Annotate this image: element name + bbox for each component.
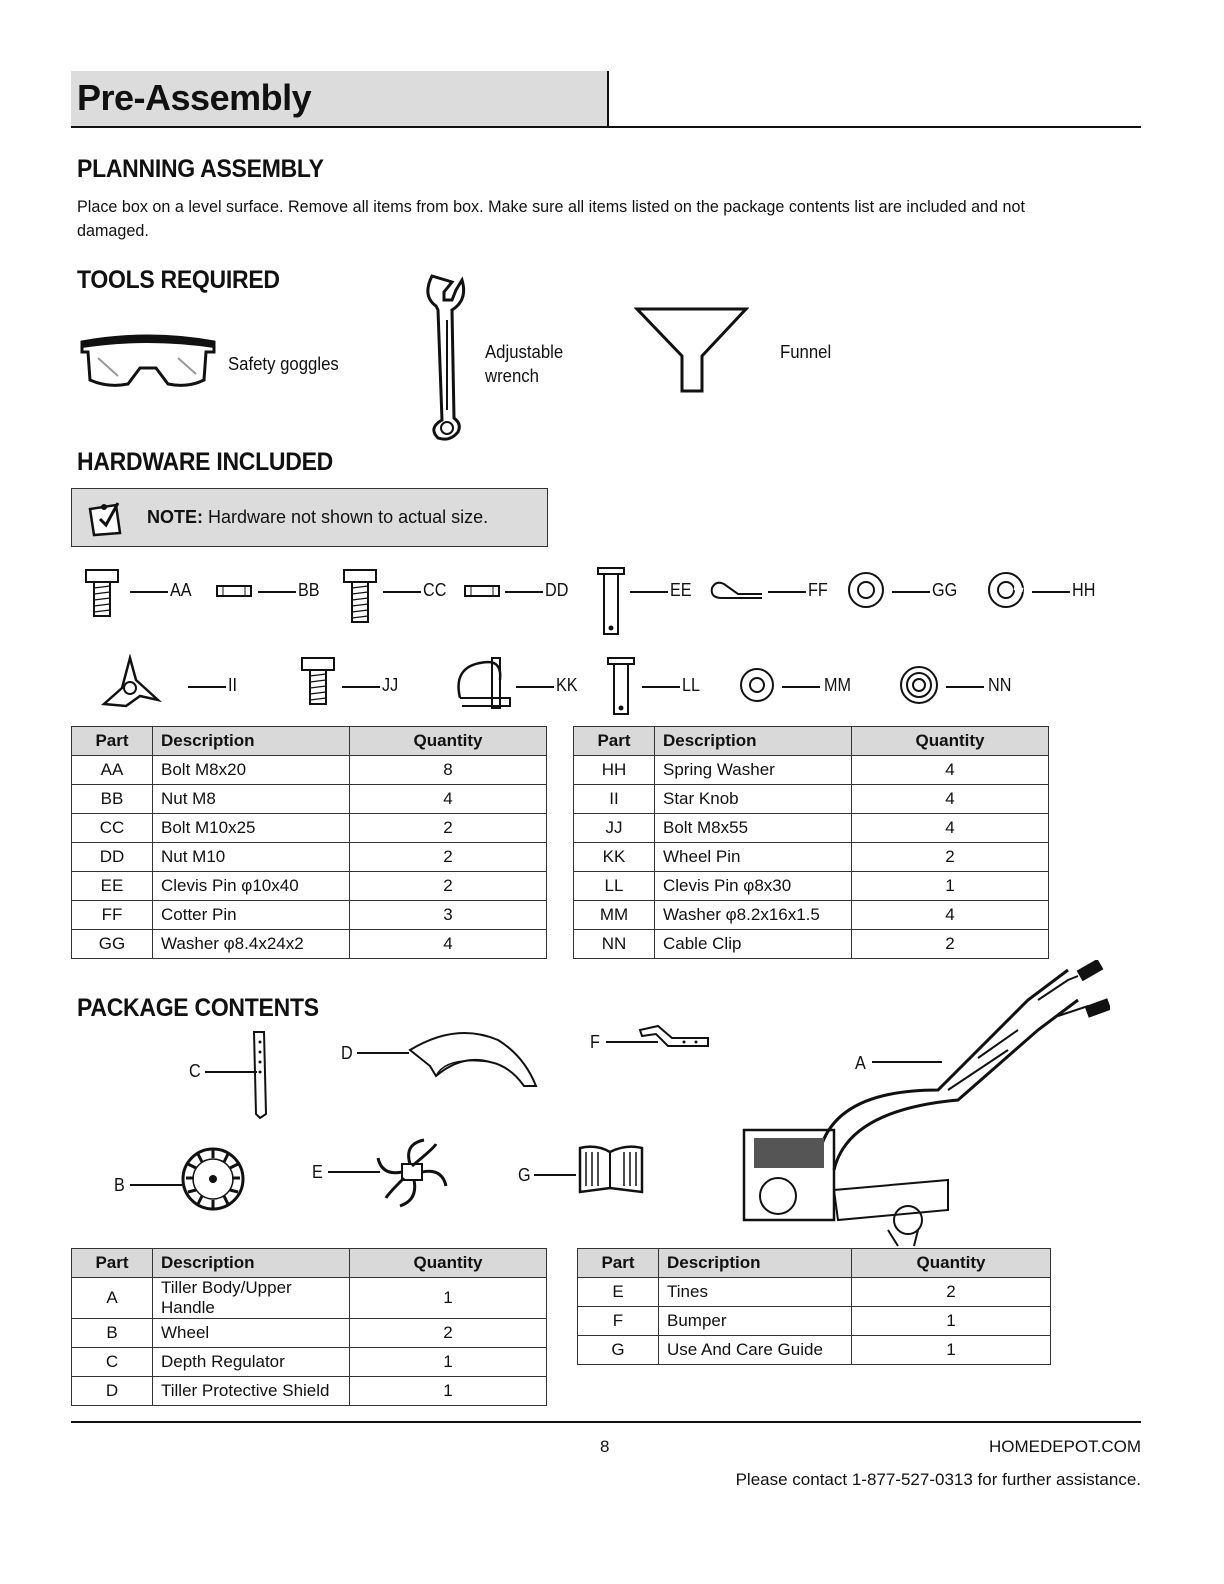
cell-desc: Tiller Protective Shield bbox=[153, 1377, 350, 1406]
cell-desc: Washer φ8.4x24x2 bbox=[153, 930, 350, 959]
label-aa: AA bbox=[170, 580, 192, 600]
cell-qty: 4 bbox=[350, 930, 547, 959]
cell-desc: Wheel Pin bbox=[655, 843, 852, 872]
label-ll: LL bbox=[682, 675, 701, 695]
table-row bbox=[72, 843, 547, 872]
goggles-label: Safety goggles bbox=[228, 354, 339, 374]
leader-line bbox=[383, 591, 421, 593]
leader-line bbox=[505, 591, 543, 593]
cell-qty: 2 bbox=[350, 843, 547, 872]
cell-desc: Tiller Body/Upper Handle bbox=[153, 1278, 350, 1319]
label-d: D bbox=[341, 1043, 353, 1063]
cable-clip-icon bbox=[898, 664, 940, 706]
wrench-label-2: wrench bbox=[485, 366, 539, 386]
cell-qty: 2 bbox=[852, 1278, 1051, 1307]
hardware-note bbox=[71, 488, 548, 547]
col-quantity: Quantity bbox=[350, 1249, 547, 1278]
cell-part: JJ bbox=[574, 814, 655, 843]
leader-line bbox=[188, 686, 226, 688]
cell-qty: 3 bbox=[350, 901, 547, 930]
label-b: B bbox=[114, 1175, 125, 1195]
table-header-row bbox=[72, 1249, 547, 1278]
label-ii: II bbox=[228, 675, 238, 695]
planning-text: Place box on a level surface. Remove all items from box. Make sure all items listed on the package contents list are included and not damaged. bbox=[77, 197, 1025, 240]
cell-part: CC bbox=[72, 814, 153, 843]
cell-qty: 2 bbox=[852, 930, 1049, 959]
col-part: Part bbox=[72, 1249, 153, 1278]
table-row bbox=[574, 785, 1049, 814]
leader-line bbox=[516, 686, 554, 688]
label-c: C bbox=[189, 1061, 201, 1081]
cell-qty: 1 bbox=[350, 1377, 547, 1406]
footer-divider bbox=[71, 1421, 1141, 1423]
cell-part: FF bbox=[72, 901, 153, 930]
wrench-label-1: Adjustable bbox=[485, 342, 564, 362]
use-and-care-guide-icon bbox=[576, 1142, 646, 1196]
cell-part: A bbox=[72, 1278, 153, 1319]
leader-line bbox=[892, 591, 930, 593]
table-row bbox=[72, 872, 547, 901]
leader-line bbox=[782, 686, 820, 688]
col-description: Description bbox=[153, 727, 350, 756]
cell-desc: Clevis Pin φ10x40 bbox=[153, 872, 350, 901]
bolt-m10x25-icon bbox=[340, 568, 380, 626]
leader-line bbox=[258, 591, 296, 593]
hardware-table-right bbox=[573, 726, 1049, 959]
table-row bbox=[72, 1377, 547, 1406]
label-cc: CC bbox=[423, 580, 447, 600]
cell-qty: 1 bbox=[852, 1336, 1051, 1365]
washer-small-icon bbox=[738, 666, 776, 704]
cell-part: C bbox=[72, 1348, 153, 1377]
hardware-heading: HARDWARE INCLUDED bbox=[77, 448, 333, 476]
cell-part: II bbox=[574, 785, 655, 814]
leader-line bbox=[130, 1184, 182, 1186]
label-a: A bbox=[855, 1053, 866, 1073]
cell-desc: Bolt M10x25 bbox=[153, 814, 350, 843]
title-divider bbox=[71, 126, 1141, 128]
cell-desc: Spring Washer bbox=[655, 756, 852, 785]
cell-part: LL bbox=[574, 872, 655, 901]
package-heading: PACKAGE CONTENTS bbox=[77, 994, 319, 1022]
table-row bbox=[574, 901, 1049, 930]
leader-line bbox=[630, 591, 668, 593]
cell-part: NN bbox=[574, 930, 655, 959]
cell-qty: 2 bbox=[350, 872, 547, 901]
cell-desc: Nut M8 bbox=[153, 785, 350, 814]
table-header-row bbox=[574, 727, 1049, 756]
cell-qty: 1 bbox=[852, 872, 1049, 901]
table-row bbox=[72, 785, 547, 814]
tiller-body-icon bbox=[738, 960, 1110, 1248]
cell-desc: Depth Regulator bbox=[153, 1348, 350, 1377]
col-description: Description bbox=[659, 1249, 852, 1278]
funnel-icon bbox=[634, 306, 750, 394]
cell-part: E bbox=[578, 1278, 659, 1307]
col-part: Part bbox=[574, 727, 655, 756]
depth-regulator-icon bbox=[250, 1030, 270, 1120]
bumper-icon bbox=[636, 1020, 712, 1050]
cell-qty: 1 bbox=[350, 1278, 547, 1319]
table-row bbox=[72, 1319, 547, 1348]
cell-part: DD bbox=[72, 843, 153, 872]
table-row bbox=[574, 756, 1049, 785]
adjustable-wrench-icon bbox=[418, 270, 478, 442]
leader-line bbox=[1032, 591, 1070, 593]
page-title: Pre-Assembly bbox=[77, 77, 312, 118]
cell-part: HH bbox=[574, 756, 655, 785]
table-header-row bbox=[72, 727, 547, 756]
cell-part: KK bbox=[574, 843, 655, 872]
table-row bbox=[574, 872, 1049, 901]
cell-desc: Washer φ8.2x16x1.5 bbox=[655, 901, 852, 930]
footer-site: HOMEDEPOT.COM bbox=[988, 1437, 1141, 1456]
clevis-pin-8x30-icon bbox=[606, 656, 636, 718]
bolt-m8x55-icon bbox=[298, 656, 338, 708]
cell-qty: 2 bbox=[350, 1319, 547, 1348]
col-description: Description bbox=[153, 1249, 350, 1278]
cell-qty: 8 bbox=[350, 756, 547, 785]
leader-line bbox=[130, 591, 168, 593]
wheel-icon bbox=[180, 1146, 246, 1212]
cell-qty: 2 bbox=[852, 843, 1049, 872]
col-quantity: Quantity bbox=[852, 727, 1049, 756]
cell-qty: 4 bbox=[350, 785, 547, 814]
table-row bbox=[72, 756, 547, 785]
cell-desc: Use And Care Guide bbox=[659, 1336, 852, 1365]
cell-desc: Bumper bbox=[659, 1307, 852, 1336]
cell-desc: Star Knob bbox=[655, 785, 852, 814]
table-row bbox=[578, 1307, 1051, 1336]
label-hh: HH bbox=[1072, 580, 1096, 600]
funnel-label: Funnel bbox=[780, 342, 832, 362]
label-ee: EE bbox=[670, 580, 692, 600]
cell-qty: 1 bbox=[852, 1307, 1051, 1336]
washer-icon bbox=[846, 570, 886, 610]
table-row bbox=[574, 843, 1049, 872]
cell-qty: 1 bbox=[350, 1348, 547, 1377]
star-knob-icon bbox=[100, 654, 162, 710]
leader-line bbox=[342, 686, 380, 688]
cell-qty: 2 bbox=[350, 814, 547, 843]
nut-m8-icon bbox=[215, 584, 253, 598]
tiller-protective-shield-icon bbox=[406, 1026, 540, 1090]
table-row bbox=[574, 930, 1049, 959]
cell-desc: Wheel bbox=[153, 1319, 350, 1348]
cell-desc: Cotter Pin bbox=[153, 901, 350, 930]
label-jj: JJ bbox=[382, 675, 399, 695]
table-row bbox=[574, 814, 1049, 843]
cell-desc: Clevis Pin φ8x30 bbox=[655, 872, 852, 901]
table-row bbox=[72, 901, 547, 930]
table-row bbox=[72, 1348, 547, 1377]
label-bb: BB bbox=[298, 580, 320, 600]
label-mm: MM bbox=[824, 675, 851, 695]
cell-qty: 4 bbox=[852, 756, 1049, 785]
col-quantity: Quantity bbox=[350, 727, 547, 756]
cell-part: GG bbox=[72, 930, 153, 959]
package-table-left bbox=[71, 1248, 547, 1406]
label-gg: GG bbox=[932, 580, 958, 600]
planning-heading: PLANNING ASSEMBLY bbox=[77, 155, 324, 183]
leader-line bbox=[534, 1174, 576, 1176]
label-g: G bbox=[518, 1165, 531, 1185]
label-nn: NN bbox=[988, 675, 1012, 695]
col-part: Part bbox=[578, 1249, 659, 1278]
spring-washer-icon bbox=[986, 570, 1026, 610]
cell-qty: 4 bbox=[852, 901, 1049, 930]
cell-qty: 4 bbox=[852, 814, 1049, 843]
cell-part: BB bbox=[72, 785, 153, 814]
leader-line bbox=[357, 1052, 409, 1054]
col-part: Part bbox=[72, 727, 153, 756]
cell-desc: Tines bbox=[659, 1278, 852, 1307]
table-row bbox=[72, 814, 547, 843]
cell-part: AA bbox=[72, 756, 153, 785]
leader-line bbox=[328, 1171, 380, 1173]
label-e: E bbox=[312, 1162, 323, 1182]
tines-icon bbox=[374, 1138, 450, 1208]
cell-part: MM bbox=[574, 901, 655, 930]
package-table-right bbox=[577, 1248, 1051, 1365]
cell-part: F bbox=[578, 1307, 659, 1336]
table-row bbox=[578, 1278, 1051, 1307]
nut-m10-icon bbox=[463, 584, 501, 598]
cell-part: EE bbox=[72, 872, 153, 901]
cell-part: D bbox=[72, 1377, 153, 1406]
table-row bbox=[578, 1336, 1051, 1365]
footer-contact: Please contact 1-877-527-0313 for further assistance. bbox=[735, 1470, 1141, 1489]
leader-line bbox=[946, 686, 984, 688]
tools-heading: TOOLS REQUIRED bbox=[77, 266, 280, 294]
label-dd: DD bbox=[545, 580, 569, 600]
cell-part: G bbox=[578, 1336, 659, 1365]
col-quantity: Quantity bbox=[852, 1249, 1051, 1278]
bolt-m8x20-icon bbox=[82, 568, 122, 620]
cell-qty: 4 bbox=[852, 785, 1049, 814]
hardware-table-left bbox=[71, 726, 547, 959]
table-header-row bbox=[578, 1249, 1051, 1278]
label-ff: FF bbox=[808, 580, 828, 600]
col-description: Description bbox=[655, 727, 852, 756]
page-number: 8 bbox=[600, 1437, 610, 1456]
title-bar bbox=[71, 71, 609, 127]
cotter-pin-icon bbox=[708, 578, 764, 604]
label-f: F bbox=[590, 1032, 600, 1052]
cell-part: B bbox=[72, 1319, 153, 1348]
wheel-pin-icon bbox=[452, 654, 516, 712]
table-row bbox=[72, 930, 547, 959]
clevis-pin-10x40-icon bbox=[596, 566, 626, 638]
cell-desc: Bolt M8x55 bbox=[655, 814, 852, 843]
safety-goggles-icon bbox=[78, 330, 218, 392]
cell-desc: Bolt M8x20 bbox=[153, 756, 350, 785]
cell-desc: Cable Clip bbox=[655, 930, 852, 959]
table-row bbox=[72, 1278, 547, 1319]
label-kk: KK bbox=[556, 675, 578, 695]
cell-desc: Nut M10 bbox=[153, 843, 350, 872]
note-text: NOTE: Hardware not shown to actual size. bbox=[147, 507, 489, 527]
leader-line bbox=[768, 591, 806, 593]
leader-line bbox=[642, 686, 680, 688]
note-icon bbox=[84, 495, 128, 539]
